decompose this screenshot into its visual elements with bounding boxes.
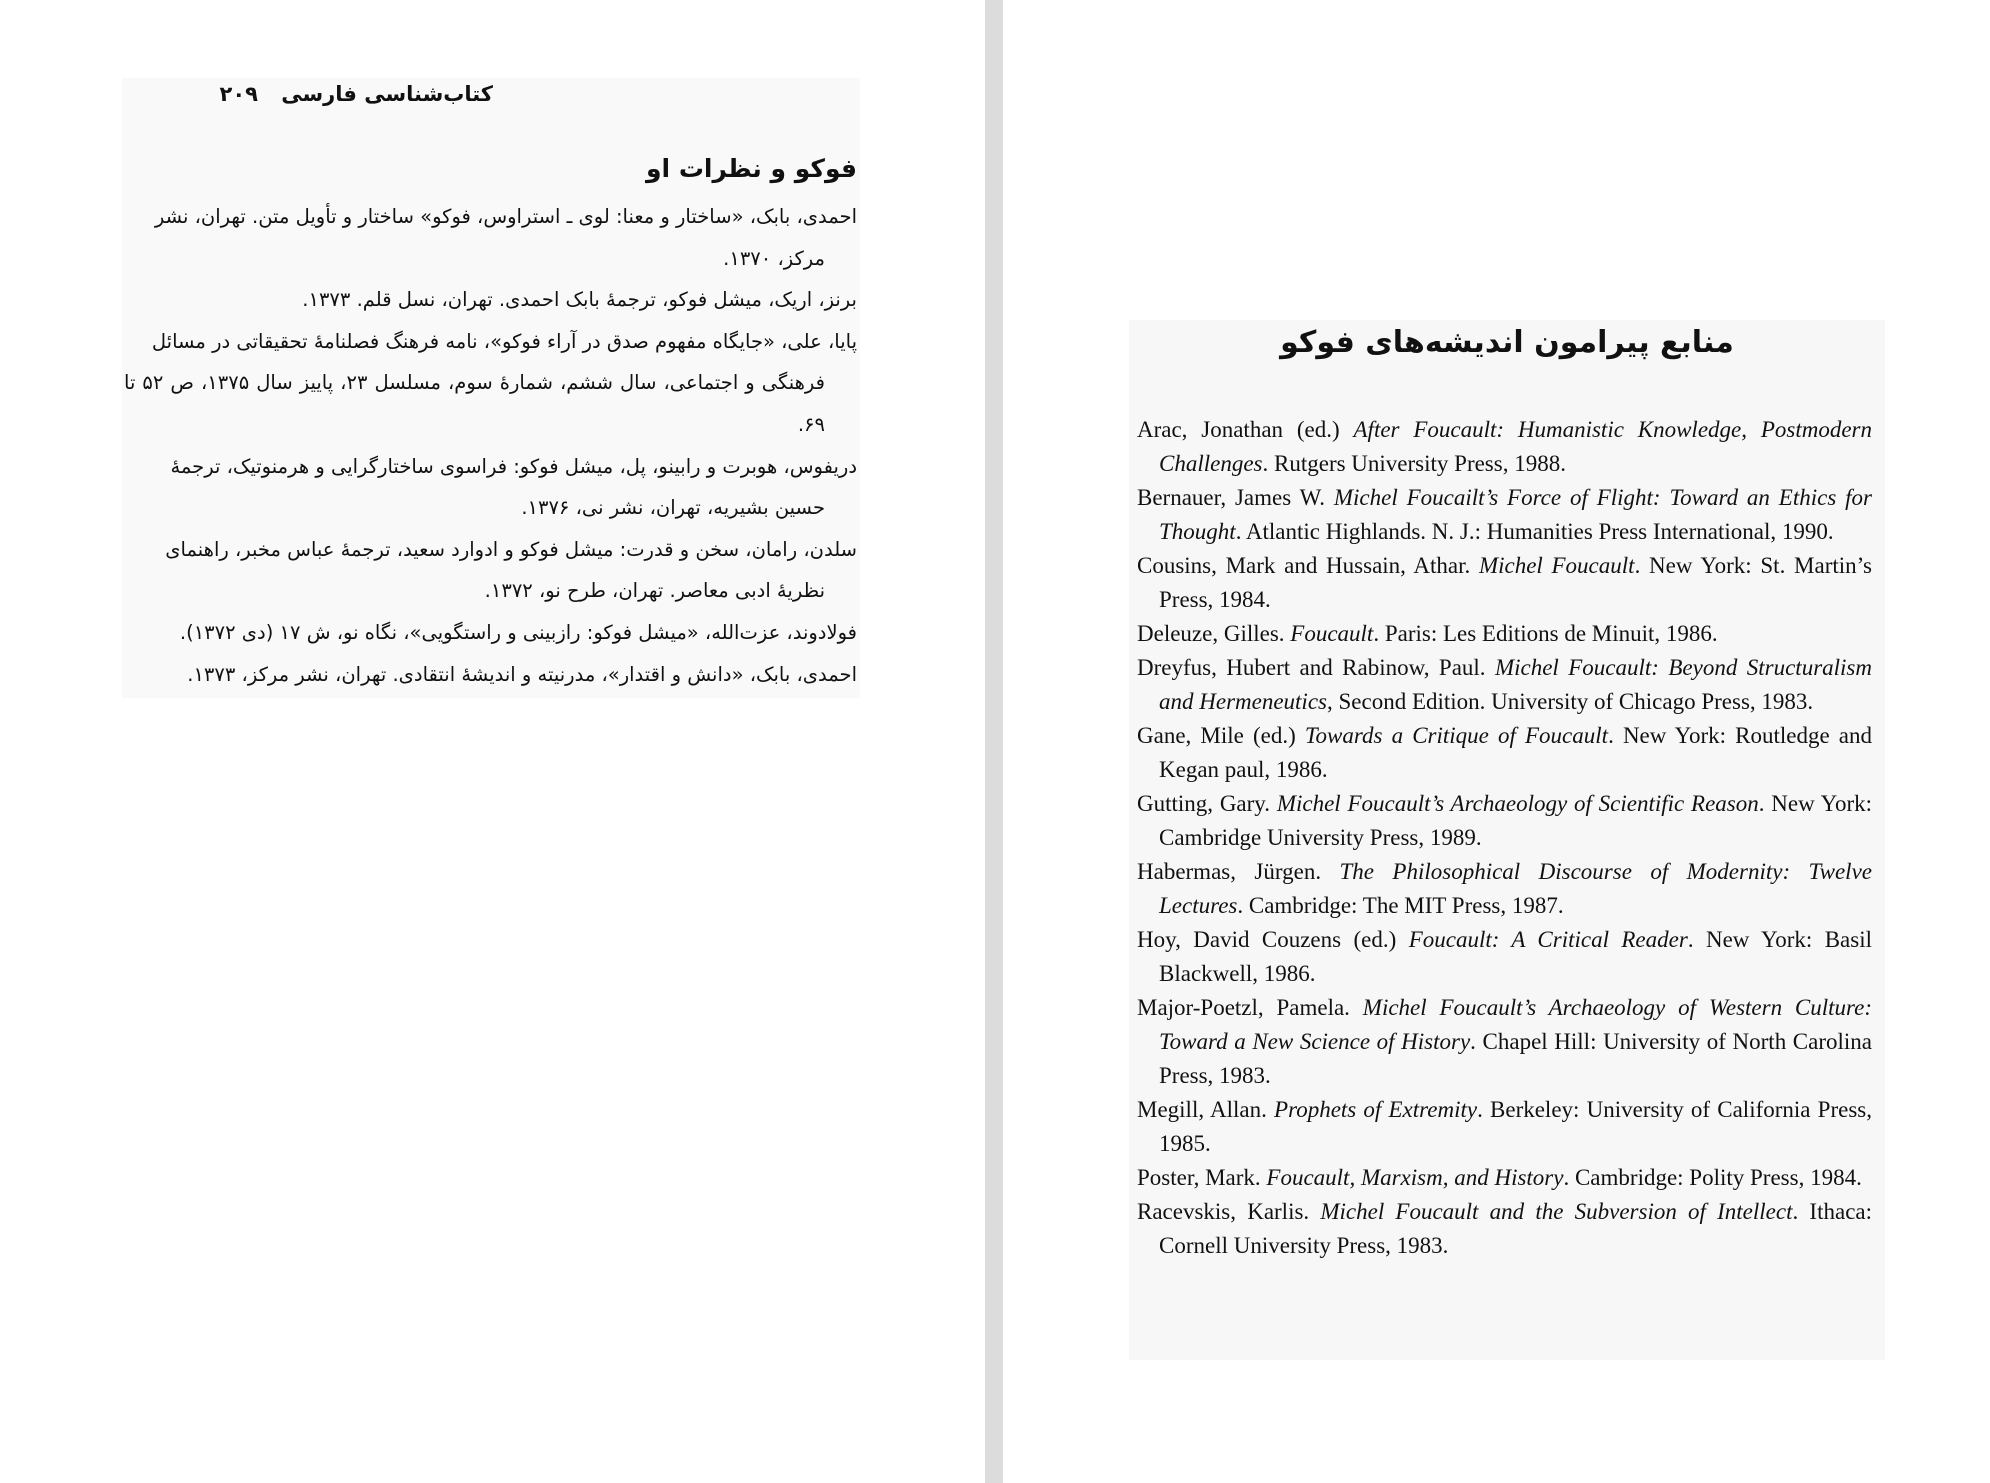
left-page bbox=[0, 0, 985, 1483]
entry-author: Major-Poetzl, Pamela. bbox=[1137, 995, 1363, 1020]
list-item bbox=[1137, 413, 1872, 481]
entry-title: Michel Foucault: Beyond Structuralism and Hermeneutics bbox=[1159, 655, 1872, 714]
entry-publication: . Berkeley: University of California Press, 1985. bbox=[1159, 1097, 1872, 1156]
entry-author: Racevskis, Karlis. bbox=[1137, 1199, 1321, 1224]
entry-text: دریفوس، هوبرت و رابینو، پل، میشل فوکو: فراسوی ساختارگرایی و هرمنوتیک، ترجمهٔ bbox=[170, 454, 857, 478]
entry-author: Dreyfus, Hubert and Rabinow, Paul. bbox=[1137, 655, 1495, 680]
entry-publication: . New York: Cambridge University Press, 1989. bbox=[1159, 791, 1873, 850]
entry-publication: . Cambridge: The MIT Press, 1987. bbox=[1237, 893, 1564, 918]
list-item bbox=[1137, 1093, 1872, 1161]
right-page bbox=[1003, 0, 1990, 1483]
entry-title: After Foucault: Humanistic Knowledge, Postmodern Challenges bbox=[1159, 417, 1872, 476]
bibliography-title: منابع پیرامون اندیشه‌های فوکو bbox=[1280, 325, 1734, 360]
entry-publication: . New York: St. Martin’s Press, 1984. bbox=[1159, 553, 1872, 612]
entry-title: Foucault bbox=[1290, 621, 1374, 646]
entry-title: Prophets of Extremity bbox=[1274, 1097, 1478, 1122]
entry-title: Foucault, Marxism, and History bbox=[1266, 1165, 1564, 1190]
entry-text: پایا، علی، «جایگاه مفهوم صدق در آراء فوکو»، نامه فرهنگ فصلنامهٔ تحقیقاتی در مسائل bbox=[151, 329, 857, 353]
entry-title: Michel Foucault’s Archaeology of Western Culture: Toward a New Science of History bbox=[1159, 995, 1872, 1054]
entry-author: Megill, Allan. bbox=[1137, 1097, 1275, 1122]
entry-title: The Philosophical Discourse of Modernity: Twelve Lectures bbox=[1159, 859, 1872, 918]
list-item bbox=[124, 446, 857, 529]
entry-text: احمدی، بابک، «ساختار و معنا: لوی ـ استراوس، فوکو» ساختار و تأویل متن. تهران، نشر bbox=[154, 205, 857, 228]
section-title: فوکو و نظرات او bbox=[646, 154, 857, 183]
list-item bbox=[1137, 651, 1872, 719]
entry-title: Michel Foucault and the Subversion of Intellect bbox=[1320, 1199, 1793, 1224]
list-item bbox=[124, 321, 857, 446]
entry-author: Habermas, Jürgen. bbox=[1137, 859, 1340, 884]
entry-publication: . New York: Basil Blackwell, 1986. bbox=[1159, 927, 1872, 986]
entry-publication: . Chapel Hill: University of North Carolina Press, 1983. bbox=[1159, 1029, 1873, 1088]
entry-text: احمدی، بابک، «دانش و اقتدار»، مدرنیته و اندیشهٔ انتقادی. تهران، نشر مرکز، ۱۳۷۳. bbox=[187, 662, 857, 686]
persian-bibliography-list bbox=[124, 196, 857, 695]
english-bibliography-list bbox=[1137, 413, 1872, 1263]
entry-title: Foucault: A Critical Reader bbox=[1408, 927, 1688, 952]
entry-author: Bernauer, James W. bbox=[1137, 485, 1334, 510]
list-item bbox=[124, 654, 857, 696]
entry-title: Michel Foucailt’s Force of Flight: Toward an Ethics for Thought bbox=[1159, 485, 1872, 544]
entry-text: سلدن، رامان، سخن و قدرت: میشل فوکو و ادوارد سعید، ترجمهٔ عباس مخبر، راهنمای bbox=[165, 537, 857, 561]
entry-publication: . Rutgers University Press, 1988. bbox=[1262, 451, 1566, 476]
list-item bbox=[1137, 719, 1872, 787]
entry-author: Hoy, David Couzens (ed.) bbox=[1137, 927, 1409, 952]
list-item bbox=[1137, 617, 1872, 651]
list-item bbox=[1137, 991, 1872, 1093]
entry-publication: . Cambridge: Polity Press, 1984. bbox=[1563, 1165, 1862, 1190]
entry-author: Arac, Jonathan (ed.) bbox=[1137, 417, 1354, 442]
entry-author: Gutting, Gary. bbox=[1137, 791, 1277, 816]
list-item bbox=[1137, 1195, 1872, 1263]
list-item bbox=[1137, 481, 1872, 549]
entry-continuation: نظریهٔ ادبی معاصر. تهران، طرح نو، ۱۳۷۲. bbox=[484, 579, 825, 603]
entry-author: Poster, Mark. bbox=[1137, 1165, 1267, 1190]
entry-title: Towards a Critique of Foucault bbox=[1304, 723, 1609, 748]
entry-title: Michel Foucault bbox=[1478, 553, 1635, 578]
entry-title: Michel Foucault’s Archaeology of Scientific Reason bbox=[1276, 791, 1759, 816]
list-item bbox=[1137, 1161, 1872, 1195]
entry-publication: . Atlantic Highlands. N. J.: Humanities Press International, 1990. bbox=[1235, 519, 1834, 544]
entry-text: فولادوند، عزت‌الله، «میشل فوکو: رازبینی و راستگویی»، نگاه نو، ش ۱۷ (دی ۱۳۷۲). bbox=[179, 620, 857, 644]
entry-author: Cousins, Mark and Hussain, Athar. bbox=[1137, 553, 1479, 578]
list-item bbox=[1137, 787, 1872, 855]
list-item bbox=[124, 612, 857, 654]
entry-publication: . New York: Routledge and Kegan paul, 1986. bbox=[1159, 723, 1872, 782]
list-item bbox=[124, 196, 857, 279]
page-number: ۲۰۹ bbox=[219, 82, 258, 106]
entry-continuation: مرکز، ۱۳۷۰. bbox=[723, 246, 825, 270]
entry-publication: . Ithaca: Cornell University Press, 1983. bbox=[1159, 1199, 1872, 1258]
entry-publication: , Second Edition. University of Chicago Press, 1983. bbox=[1327, 689, 1814, 714]
entry-publication: . Paris: Les Editions de Minuit, 1986. bbox=[1373, 621, 1718, 646]
running-head bbox=[133, 82, 493, 106]
list-item bbox=[1137, 549, 1872, 617]
entry-continuation: حسین بشیریه، تهران، نشر نی، ۱۳۷۶. bbox=[521, 496, 825, 520]
entry-author: Deleuze, Gilles. bbox=[1137, 621, 1291, 646]
list-item bbox=[124, 529, 857, 612]
list-item bbox=[124, 279, 857, 321]
entry-text: برنز، اریک، میشل فوکو، ترجمهٔ بابک احمدی. تهران، نسل قلم. ۱۳۷۳. bbox=[302, 288, 857, 312]
list-item bbox=[1137, 923, 1872, 991]
running-head-title: کتاب‌شناسی فارسی bbox=[281, 82, 493, 106]
entry-continuation: فرهنگی و اجتماعی، سال ششم، شمارهٔ سوم، مسلسل ۲۳، پاییز سال ۱۳۷۵، ص ۵۲ تا ۶۹. bbox=[124, 371, 825, 436]
entry-author: Gane, Mile (ed.) bbox=[1137, 723, 1305, 748]
list-item bbox=[1137, 855, 1872, 923]
